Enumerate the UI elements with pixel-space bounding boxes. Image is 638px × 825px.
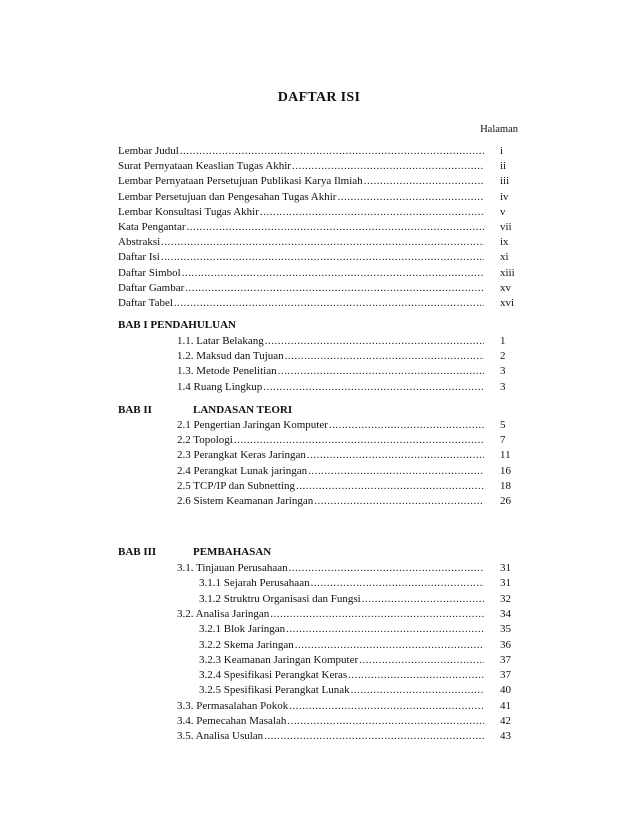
toc-entry-page: 2 <box>500 350 506 363</box>
toc-entry-label: Daftar Gambar <box>118 281 185 294</box>
toc-entry-page: 3 <box>500 365 506 378</box>
dot-leader <box>348 668 484 682</box>
toc-entry-label: 2.3 Perangkat Keras Jaringan <box>177 449 306 462</box>
toc-entry <box>177 479 484 493</box>
toc-entry <box>199 638 484 652</box>
toc-entry-page: 5 <box>500 419 506 431</box>
dot-leader <box>285 349 484 363</box>
dot-leader <box>351 683 484 697</box>
toc-entry-label: 3.2.1 Blok Jaringan <box>199 623 286 636</box>
toc-entry <box>199 592 484 606</box>
toc-entry-page: xvi <box>500 297 515 309</box>
toc-entry-label: Lembar Konsultasi Tugas Akhir <box>118 205 259 218</box>
dot-leader <box>180 144 484 158</box>
toc-entry-page: v <box>500 205 506 218</box>
bab3-heading: PEMBAHASAN <box>193 546 272 558</box>
toc-entry-label: 2.5 TCP/IP dan Subnetting <box>177 479 295 492</box>
toc-entry <box>177 729 484 743</box>
bab2-heading: LANDASAN TEORI <box>193 404 293 416</box>
toc-entry <box>118 235 484 249</box>
dot-leader <box>295 638 484 652</box>
toc-entry-label: Lembar Persetujuan dan Pengesahan Tugas Akhir <box>118 190 337 203</box>
toc-entry-label: 1.2. Maksud dan Tujuan <box>177 350 284 363</box>
dot-leader <box>289 561 484 575</box>
dot-leader <box>187 220 485 234</box>
dot-leader <box>329 418 484 432</box>
bab3-number: BAB III <box>118 546 157 558</box>
toc-entry <box>177 448 484 462</box>
toc-entry <box>118 159 484 173</box>
toc-entry <box>118 266 484 280</box>
dot-leader <box>234 433 484 447</box>
toc-entry-label: Daftar Isi <box>118 251 160 264</box>
toc-entry-label: 3.2.4 Spesifikasi Perangkat Keras <box>199 669 348 682</box>
toc-entry <box>177 607 484 621</box>
toc-entry <box>118 205 484 219</box>
dot-leader <box>289 699 484 713</box>
toc-entry <box>177 433 484 447</box>
toc-entry-label: 1.3. Metode Penelitian <box>177 365 277 378</box>
toc-entry <box>199 653 484 667</box>
dot-leader <box>308 464 484 478</box>
toc-entry-page: 11 <box>500 449 511 462</box>
toc-entry-page: vii <box>500 221 512 233</box>
toc-entry-page: 16 <box>500 464 511 477</box>
dot-leader <box>174 296 484 310</box>
toc-entry-page: ix <box>500 236 509 249</box>
toc-entry-page: 7 <box>500 434 506 447</box>
dot-leader <box>182 266 484 280</box>
toc-entry-page: i <box>500 145 504 157</box>
toc-entry-page: xiii <box>500 266 515 279</box>
toc-entry-label: 2.6 Sistem Keamanan Jaringan <box>177 495 314 507</box>
toc-entry <box>177 364 484 378</box>
toc-entry <box>118 174 484 188</box>
toc-entry-page: 31 <box>500 562 511 574</box>
toc-entry <box>177 349 484 363</box>
page-title: DAFTAR ISI <box>277 90 361 105</box>
dot-leader <box>337 190 484 204</box>
toc-entry-label: Daftar Simbol <box>118 266 181 279</box>
dot-leader <box>314 494 484 508</box>
bab1-heading: BAB I PENDAHULUAN <box>118 319 236 331</box>
toc-entry-page: 3 <box>500 380 506 393</box>
dot-leader <box>270 607 484 621</box>
toc-entry-page: 32 <box>500 592 511 605</box>
dot-leader <box>296 479 484 493</box>
toc-entry-page: 1 <box>500 335 506 347</box>
dot-leader <box>307 448 484 462</box>
toc-entry-label: 3.1.2 Struktru Organisasi dan Fungsi <box>199 592 361 605</box>
toc-entry-page: 41 <box>500 699 511 712</box>
toc-entry-page: 42 <box>500 715 511 727</box>
toc-entry-label: 3.2.2 Skema Jaringan <box>199 638 294 651</box>
toc-entry-label: 3.2. Analisa Jaringan <box>177 607 270 620</box>
toc-entry <box>177 714 484 728</box>
dot-leader <box>161 250 484 264</box>
dot-leader <box>265 334 484 348</box>
bab2-number: BAB II <box>118 404 152 416</box>
toc-entry-label: 2.1 Pengertian Jaringan Komputer <box>177 419 328 431</box>
toc-entry-label: 1.1. Latar Belakang <box>177 335 264 347</box>
toc-entry-label: Surat Pernyataan Keaslian Tugas Akhir <box>118 160 291 173</box>
dot-leader <box>264 729 484 743</box>
toc-entry <box>118 220 484 234</box>
dot-leader <box>362 592 484 606</box>
toc-entry <box>118 250 484 264</box>
dot-leader <box>278 364 484 378</box>
toc-entry-page: 35 <box>500 623 511 636</box>
toc-entry-label: Abstraksi <box>118 236 161 249</box>
dot-leader <box>286 622 484 636</box>
toc-entry-page: iv <box>500 190 509 203</box>
toc-entry-page: xv <box>500 281 511 294</box>
toc-entry <box>199 683 484 697</box>
toc-entry-label: 3.4. Pemecahan Masalah <box>177 715 287 727</box>
toc-entry-page: 34 <box>500 607 511 620</box>
toc-entry-label: 2.4 Perangkat Lunak jaringan <box>177 464 308 477</box>
dot-leader <box>161 235 484 249</box>
toc-entry-label: 3.2.5 Spesifikasi Perangkat Lunak <box>199 684 350 697</box>
toc-entry <box>177 464 484 478</box>
dot-leader <box>292 159 484 173</box>
halaman-label: Halaman <box>480 124 518 135</box>
toc-entry-label: Lembar Pernyataan Persetujuan Publikasi Karya Ilmiah <box>118 175 363 188</box>
toc-entry <box>199 576 484 590</box>
toc-entry-page: ii <box>500 160 507 173</box>
dot-leader <box>260 205 484 219</box>
dot-leader <box>263 380 484 394</box>
toc-entry <box>177 418 484 432</box>
toc-entry <box>177 334 484 348</box>
toc-entry <box>118 144 484 158</box>
toc-entry <box>118 281 484 295</box>
toc-entry-label: 3.1. Tinjauan Perusahaan <box>177 562 288 574</box>
toc-entry-page: 37 <box>500 669 511 682</box>
toc-entry <box>199 622 484 636</box>
toc-entry-label: Daftar Tabel <box>118 297 173 309</box>
toc-entry <box>118 296 484 310</box>
toc-entry-page: iii <box>500 175 510 188</box>
toc-entry-page: xi <box>500 251 509 264</box>
toc-entry <box>177 561 484 575</box>
dot-leader <box>287 714 484 728</box>
toc-entry-label: 3.1.1 Sejarah Perusahaan <box>199 577 310 590</box>
dot-leader <box>311 576 484 590</box>
dot-leader <box>359 653 484 667</box>
toc-entry-label: 1.4 Ruang Lingkup <box>177 380 263 393</box>
toc-entry-label: 3.3. Permasalahan Pokok <box>177 699 289 712</box>
toc-entry-label: Kata Pengantar <box>118 221 186 233</box>
toc-entry-label: 3.2.3 Keamanan Jaringan Komputer <box>199 653 359 666</box>
toc-entry-page: 43 <box>500 730 511 743</box>
toc-entry-page: 40 <box>500 684 511 697</box>
toc-entry-label: 2.2 Topologi <box>177 434 233 447</box>
dot-leader <box>364 174 484 188</box>
toc-entry-page: 37 <box>500 653 511 666</box>
toc-entry <box>177 380 484 394</box>
toc-entry-page: 36 <box>500 638 511 651</box>
toc-entry-page: 26 <box>500 495 511 507</box>
toc-entry-label: 3.5. Analisa Usulan <box>177 730 264 743</box>
toc-entry <box>199 668 484 682</box>
toc-entry-page: 31 <box>500 577 511 590</box>
toc-entry <box>177 699 484 713</box>
toc-entry <box>177 494 484 508</box>
toc-entry-label: Lembar Judul <box>118 145 179 157</box>
toc-entry <box>118 190 484 204</box>
toc-entry-page: 18 <box>500 479 511 492</box>
dot-leader <box>185 281 484 295</box>
